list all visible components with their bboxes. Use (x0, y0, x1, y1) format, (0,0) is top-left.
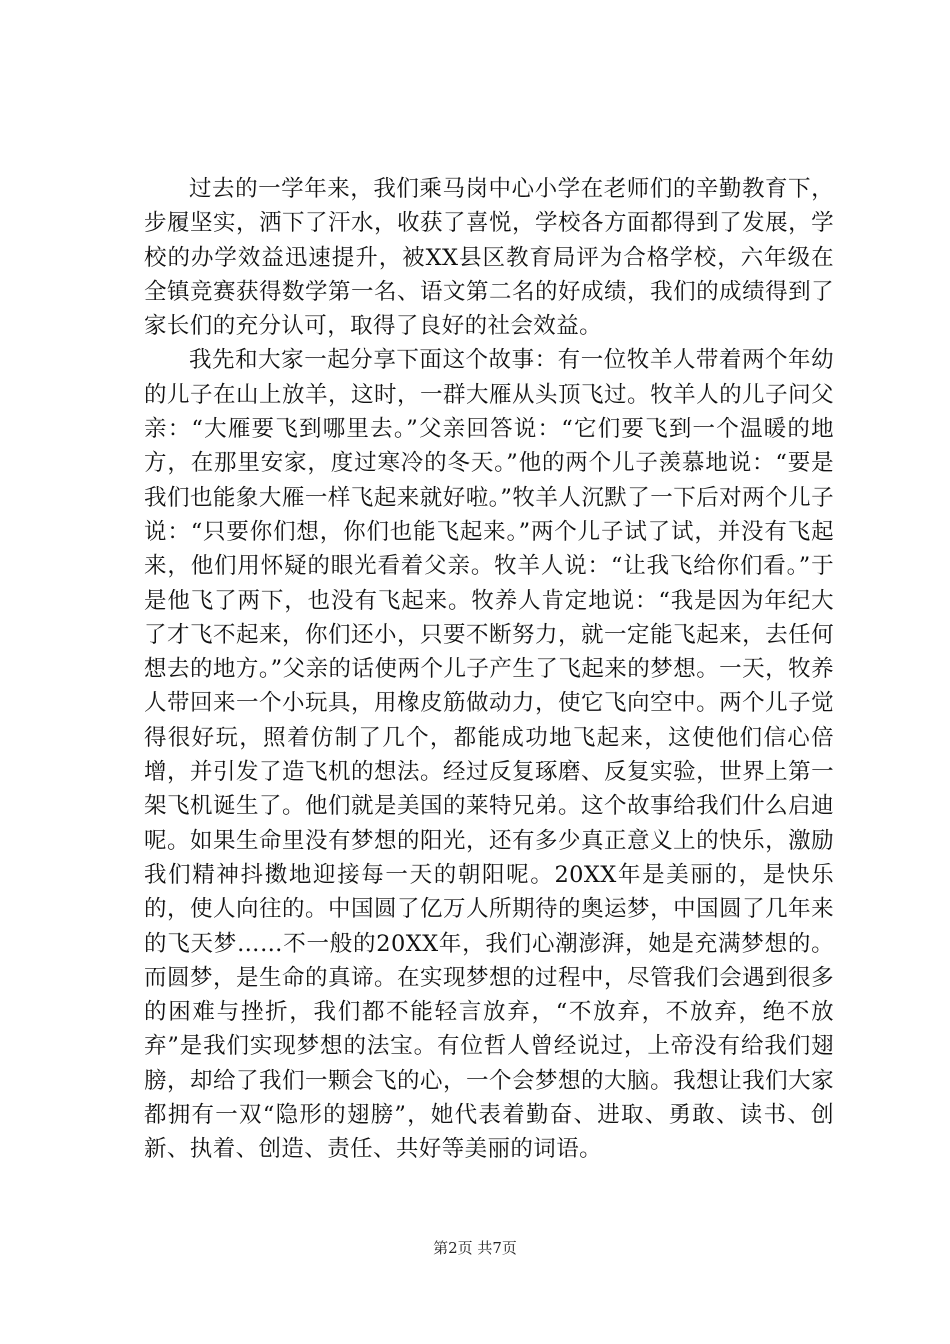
paragraph-shepherd-story: 我先和大家一起分享下面这个故事：有一位牧羊人带着两个年幼的儿子在山上放羊，这时，一群大雁从头顶飞过。牧羊人的儿子问父亲：“大雁要飞到哪里去。”父亲回答说：“它们要飞到一个温暖的地方，在那里安家，度过寒冷的冬天。”他的两个儿子羡慕地说：“要是我们也能象大雁一样飞起来就好啦。”牧羊人沉默了一下后对两个儿子说：“只要你们想，你们也能飞起来。”两个儿子试了试，并没有飞起来，他们用怀疑的眼光看着父亲。牧羊人说：“让我飞给你们看。”于是他飞了两下，也没有飞起来。牧养人肯定地说：“我是因为年纪大了才飞不起来，你们还小，只要不断努力，就一定能飞起来，去任何想去的地方。”父亲的话使两个儿子产生了飞起来的梦想。一天，牧养人带回来一个小玩具，用橡皮筋做动力，使它飞向空中。两个儿子觉得很好玩，照着仿制了几个，都能成功地飞起来，这使他们信心倍增，并引发了造飞机的想法。经过反复琢磨、反复实验，世界上第一架飞机诞生了。他们就是美国的莱特兄弟。这个故事给我们什么启迪呢。如果生命里没有梦想的阳光，还有多少真正意义上的快乐，激励我们精神抖擞地迎接每一天的朝阳呢。20XX年是美丽的，是快乐的，使人向往的。中国圆了亿万人所期待的奥运梦，中国圆了几年来的飞天梦……不一般的20XX年，我们心潮澎湃，她是充满梦想的。而圆梦，是生命的真谛。在实现梦想的过程中，尽管我们会遇到很多的困难与挫折，我们都不能轻言放弃，“不放弃，不放弃，绝不放弃”是我们实现梦想的法宝。有位哲人曾经说过，上帝没有给我们翅膀，却给了我们一颗会飞的心，一个会梦想的大脑。我想让我们大家都拥有一双“隐形的翅膀”，她代表着勤奋、进取、勇敢、读书、创新、执着、创造、责任、共好等美丽的词语。 (144, 347, 834, 1163)
document-body (144, 172, 834, 1167)
page-number-footer: 第2页 共7页 (433, 1239, 517, 1257)
paragraph-school-achievements: 过去的一学年来，我们乘马岗中心小学在老师们的辛勤教育下，步履坚实，洒下了汗水，收获了喜悦，学校各方面都得到了发展，学校的办学效益迅速提升，被XX县区教育局评为合格学校，六年级在全镇竞赛获得数学第一名、语文第二名的好成绩，我们的成绩得到了家长们的充分认可，取得了良好的社会效益。 (144, 176, 834, 340)
